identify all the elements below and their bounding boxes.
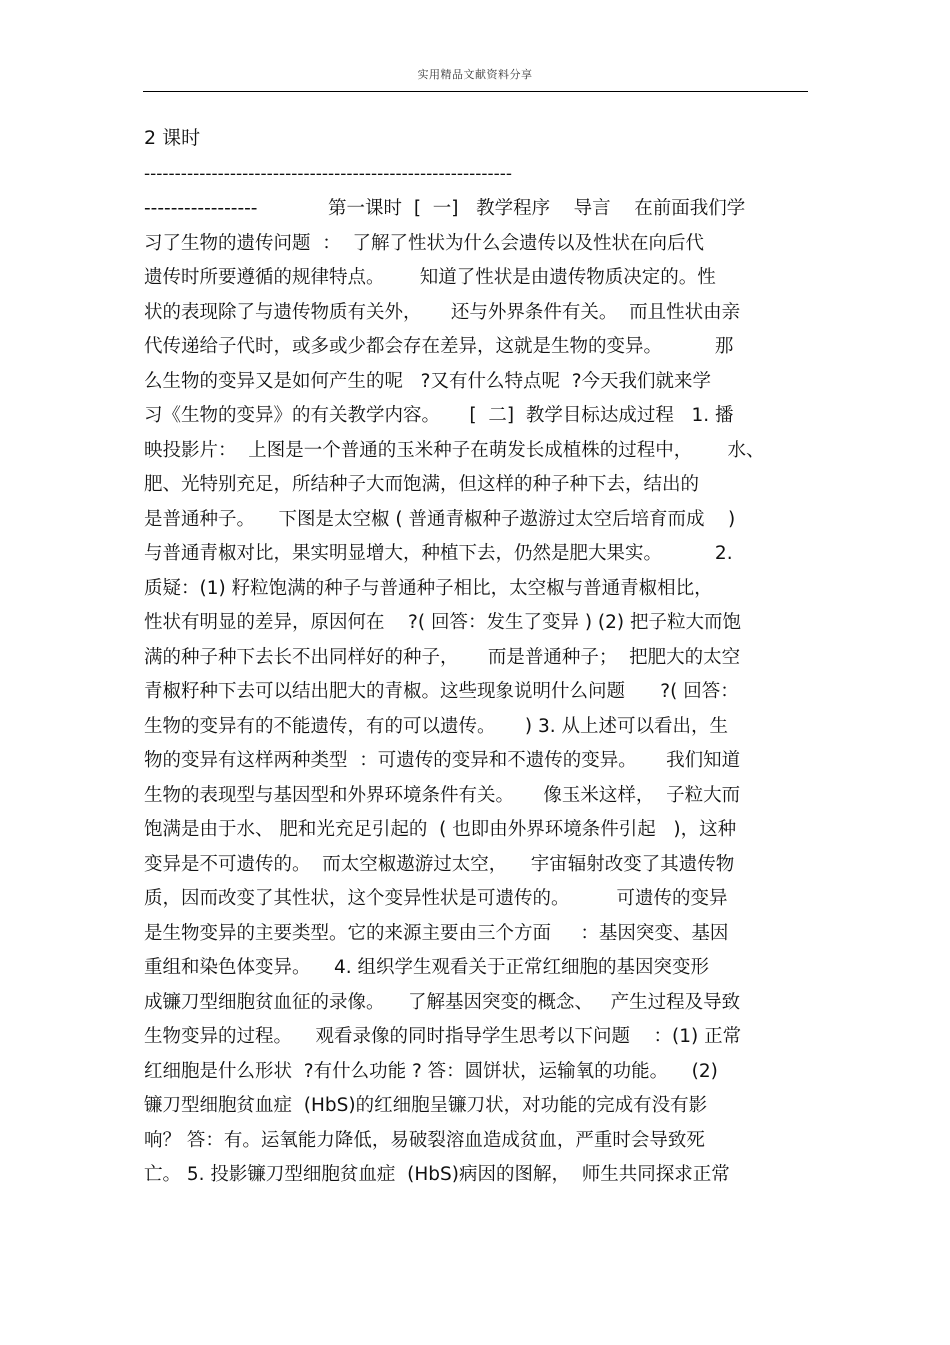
text-line: 亡。 5. 投影镰刀型细胞贫血症 (HbS)病因的图解， 师生共同探求正常: [144, 1164, 730, 1185]
text-line: 青椒籽种下去可以结出肥大的青椒。这些现象说明什么问题 ?( 回答：: [144, 681, 739, 702]
text-line: 镰刀型细胞贫血症 (HbS)的红细胞呈镰刀状，对功能的完成有没有影: [144, 1095, 708, 1116]
text-line: ----------------- 第一课时 [ 一] 教学程序 导言 在前面我们学: [144, 198, 746, 219]
text-line: 是普通种子。 下图是太空椒 ( 普通青椒种子遨游过太空后培育而成 ): [144, 508, 736, 530]
text-line: 映投影片： 上图是一个普通的玉米种子在萌发长成植株的过程中， 水、: [144, 439, 765, 461]
text-line: 变异是不可遗传的。 而太空椒遨游过太空， 宇宙辐射改变了其遗传物: [144, 853, 735, 875]
text-line: 代传递给子代时，或多或少都会存在差异，这就是生物的变异。 那: [144, 336, 734, 357]
page-header: 实用精品文献资料分享: [417, 68, 533, 81]
text-line: 肥、光特别充足，所结种子大而饱满，但这样的种子种下去，结出的: [144, 474, 700, 495]
text-line: 满的种子种下去长不出同样好的种子， 而是普通种子； 把肥大的太空: [144, 646, 741, 668]
text-line: 性状有明显的差异，原因何在 ?( 回答：发生了变异 ) (2) 把子粒大而饱: [144, 612, 742, 633]
text-line: 响？ 答：有。运氧能力降低，易破裂溶血造成贫血，严重时会导致死: [144, 1129, 705, 1151]
text-line: 生物的变异有的不能遗传，有的可以遗传。 ) 3. 从上述可以看出，生: [144, 715, 729, 737]
separator-line: ------------------------------------------------------------: [144, 164, 513, 184]
header-divider: [143, 91, 808, 92]
text-line: 重组和染色体变异。 4. 组织学生观看关于正常红细胞的基因突变形: [144, 957, 710, 978]
text-line: 生物的表现型与基因型和外界环境条件有关。 像玉米这样， 子粒大而: [144, 784, 741, 806]
document-body: [144, 195, 824, 1196]
text-line: 遗传时所要遵循的规律特点。 知道了性状是由遗传物质决定的。性: [144, 267, 716, 288]
text-line: 习《生物的变异》的有关教学内容。 [ 二] 教学目标达成过程 1. 播: [144, 405, 734, 426]
text-line: 习了生物的遗传问题 ： 了解了性状为什么会遗传以及性状在向后代: [144, 232, 705, 254]
text-line: 状的表现除了与遗传物质有关外， 还与外界条件有关。 而且性状由亲: [144, 301, 741, 323]
text-line: 红细胞是什么形状 ?有什么功能 ? 答：圆饼状，运输氧的功能。 (2): [144, 1060, 718, 1082]
text-line: 么生物的变异又是如何产生的呢 ?又有什么特点呢 ?今天我们就来学: [144, 370, 712, 392]
text-line: 成镰刀型细胞贫血征的录像。 了解基因突变的概念、 产生过程及导致: [144, 991, 741, 1013]
text-line: 物的变异有这样两种类型 ：可遗传的变异和不遗传的变异。 我们知道: [144, 750, 741, 771]
text-line: 是生物变异的主要类型。它的来源主要由三个方面 ：基因突变、基因: [144, 922, 729, 944]
text-line: 饱满是由于水、 肥和光充足引起的 ( 也即由外界环境条件引起 )，这种: [144, 819, 737, 840]
document-title: 2 课时: [144, 127, 201, 149]
text-line: 生物变异的过程。 观看录像的同时指导学生思考以下问题 ：(1) 正常: [144, 1026, 742, 1047]
text-line: 质疑：(1) 籽粒饱满的种子与普通种子相比，太空椒与普通青椒相比，: [144, 577, 713, 599]
text-line: 与普通青椒对比，果实明显增大，种植下去，仍然是肥大果实。 2.: [144, 543, 733, 564]
text-line: 质，因而改变了其性状，这个变异性状是可遗传的。 可遗传的变异: [144, 888, 728, 909]
